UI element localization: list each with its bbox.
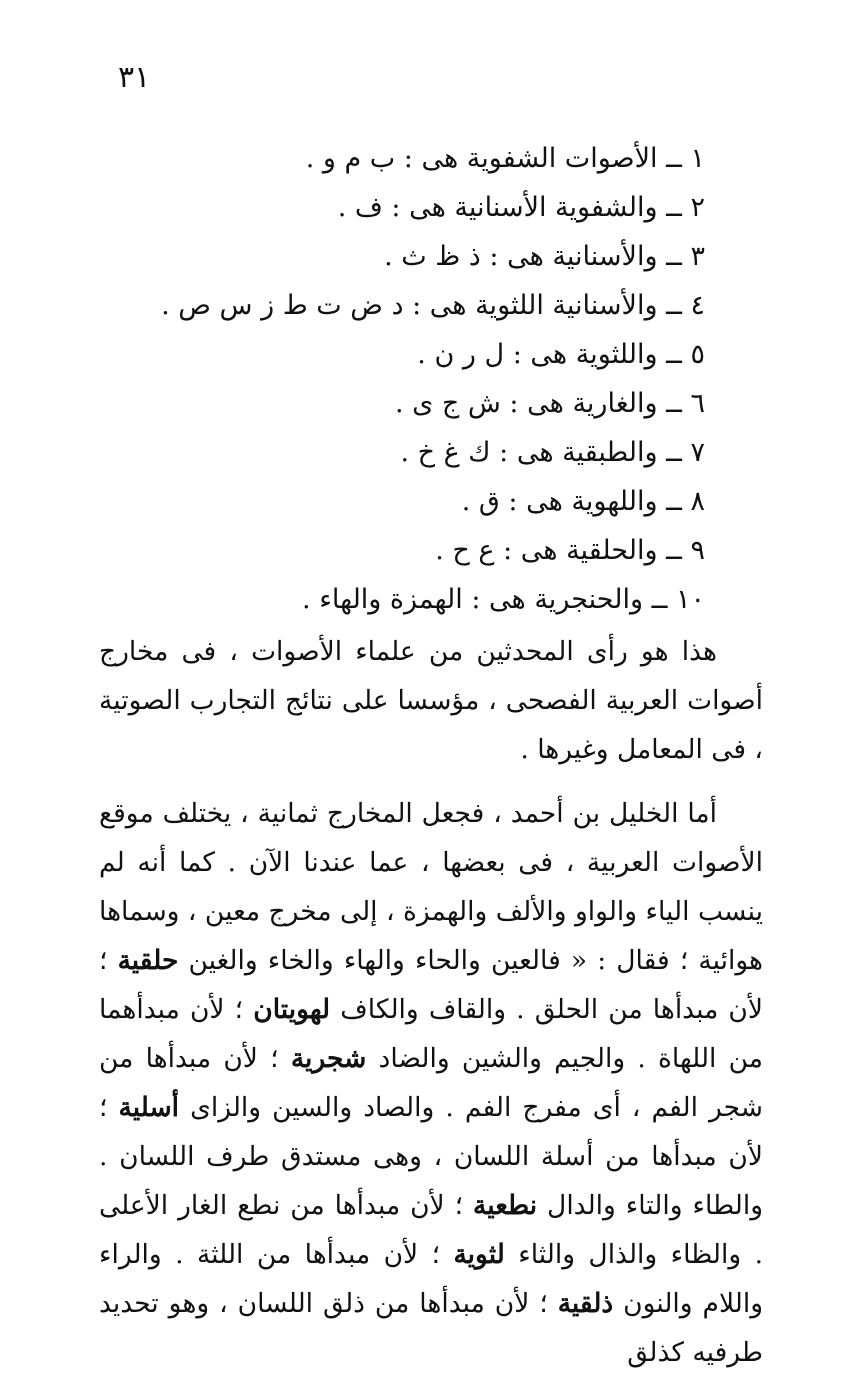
text-segment: ؛ لأن مبدأها من أسلة اللسان ، وهى مستدق طرف اللسان . والطاء والتاء والدال — [99, 1092, 763, 1221]
list-item: ١ ــ الأصوات الشفوية هى : ب م و . — [305, 143, 705, 174]
paragraph-modern-view: هذا هو رأى المحدثين من علماء الأصوات ، فى مخارج أصوات العربية الفصحى ، مؤسسا على نتائج التجارب الصوتية ، فى المعامل وغيرها . — [99, 636, 763, 765]
bold-term: حلقية — [117, 945, 179, 976]
list-item: ٢ ــ والشفوية الأسنانية هى : ف . — [337, 192, 705, 223]
list-item: ١٠ ــ والحنجرية هى : الهمزة والهاء . — [302, 584, 705, 615]
list-item: ٤ ــ والأسنانية اللثوية هى : د ض ت ط ز س ص . — [161, 290, 705, 321]
text-segment: أما الخليل بن أحمد ، فجعل المخارج ثمانية ، يختلف موقع الأصوات العربية ، فى بعضها ، عما عندنا الآن . كما أنه لم ينسب الياء والواو والألف والهمزة ، إلى مخرج معين ، وسماها هوائية ؛ فقال : « فالعين والحاء والهاء والخاء والغين — [99, 798, 764, 976]
bold-term: لثوية — [453, 1239, 505, 1270]
bold-term: أسلية — [118, 1092, 180, 1123]
text-segment: ؛ لأن مبدأها من الحلق . والقاف والكاف — [99, 945, 763, 1025]
list-item: ٨ ــ واللهوية هى : ق . — [461, 486, 705, 517]
bold-term: ذلقية — [557, 1288, 614, 1319]
list-item: ٧ ــ والطبقية هى : ك غ خ . — [400, 437, 705, 468]
text-segment: ؛ لأن مبدأها من شجر الفم ، أى مفرج الفم . والصاد والسين والزاى — [99, 1043, 763, 1123]
bold-term: شجرية — [290, 1043, 367, 1074]
bold-term: لهويتان — [253, 994, 331, 1025]
list-item: ٦ ــ والغارية هى : ش ج ى . — [395, 388, 705, 419]
bold-term: نطعية — [473, 1190, 538, 1221]
list-item: ٥ ــ واللثوية هى : ل ر ن . — [417, 339, 705, 370]
text-segment: ؛ لأن مبدأهما من اللهاة . والجيم والشين والضاد — [99, 994, 763, 1074]
articulation-places-list — [105, 134, 705, 624]
paragraph-khalil-view — [99, 789, 763, 1377]
list-item: ٩ ــ والحلقية هى : ع ح . — [435, 535, 705, 566]
list-item: ٣ ــ والأسنانية هى : ذ ظ ث . — [384, 241, 705, 272]
text-segment: ؛ لأن مبدأها من اللثة . والراء واللام والنون — [99, 1239, 763, 1319]
text-segment: ؛ لأن مبدأها من ذلق اللسان ، وهو تحديد طرفيه كذلق — [99, 1288, 763, 1368]
text-segment: ؛ لأن مبدأها من نطع الغار الأعلى . والظاء والذال والثاء — [99, 1190, 763, 1270]
page-number: ٣١ — [118, 60, 151, 95]
